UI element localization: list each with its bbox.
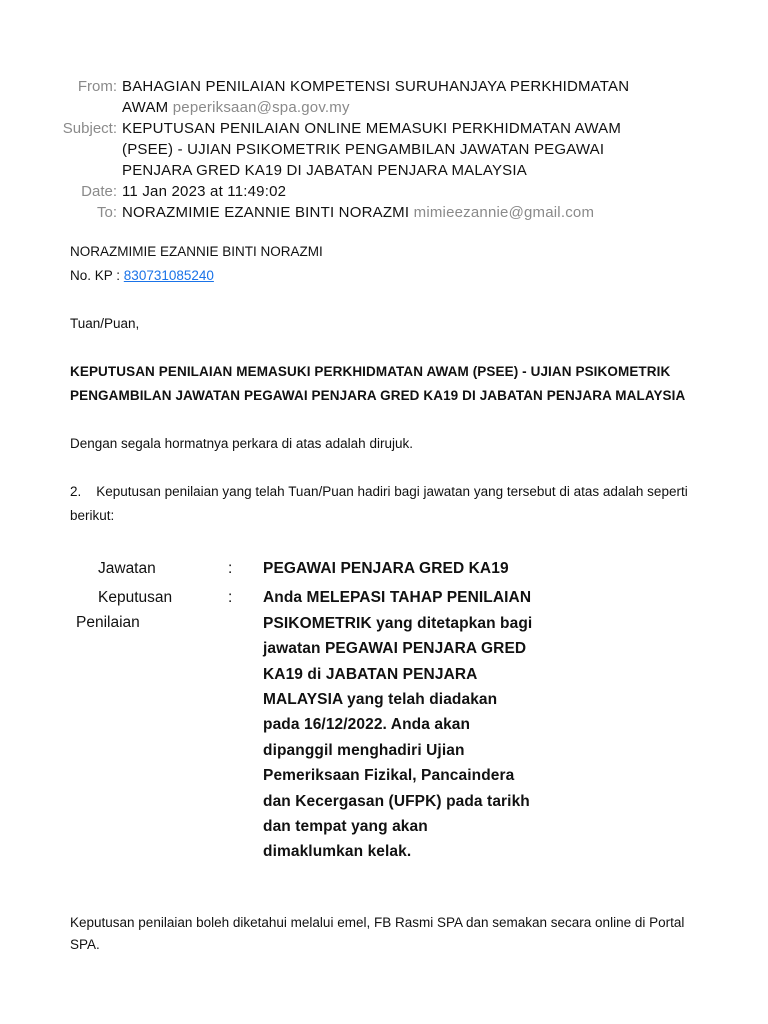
paragraph-2-number: 2.	[70, 484, 82, 499]
keputusan-line: dipanggil menghadiri Ujian	[263, 741, 465, 759]
letter-body	[70, 240, 690, 528]
subject-row	[0, 118, 768, 181]
result-table	[76, 556, 636, 865]
paragraph-2	[70, 480, 690, 528]
letter-title: KEPUTUSAN PENILAIAN MEMASUKI PERKHIDMATAN AWAM (PSEE) - UJIAN PSIKOMETRIK PENGAMBILAN JAWATAN PEGAWAI PENJARA GRED KA19 DI JABATAN PENJARA MALAYSIA	[70, 364, 686, 403]
keputusan-line: Anda MELEPASI TAHAP PENILAIAN	[263, 589, 532, 607]
from-row	[0, 76, 768, 118]
keputusan-line: pada 16/12/2022. Anda akan	[263, 716, 471, 734]
footer-paragraph: Keputusan penilaian boleh diketahui melalui emel, FB Rasmi SPA dan semakan secara online di Portal SPA.	[70, 915, 685, 952]
keputusan-line: Pemeriksaan Fizikal, Pancaindera	[263, 767, 515, 785]
from-value	[122, 76, 662, 118]
keputusan-line: MALAYSIA yang telah diadakan	[263, 691, 498, 709]
keputusan-line: dimaklumkan kelak.	[263, 843, 412, 861]
paragraph-2-text: Keputusan penilaian yang telah Tuan/Puan hadiri bagi jawatan yang tersebut di atas adalah seperti berikut:	[70, 484, 688, 523]
jawatan-label: Jawatan	[98, 560, 156, 577]
keputusan-line: PSIKOMETRIK yang ditetapkan bagi	[263, 614, 533, 632]
to-row	[0, 202, 768, 223]
subject-label: Subject:	[62, 120, 117, 137]
subject-value: KEPUTUSAN PENILAIAN ONLINE MEMASUKI PERKHIDMATAN AWAM (PSEE) - UJIAN PSIKOMETRIK PENGAMBILAN JAWATAN PEGAWAI PENJARA GRED KA19 DI JABATAN PENJARA MALAYSIA	[122, 120, 622, 179]
keputusan-label-line1: Keputusan	[98, 589, 173, 607]
to-email[interactable]: mimieezannie@gmail.com	[413, 204, 595, 221]
to-name: NORAZMIMIE EZANNIE BINTI NORAZMI	[122, 204, 410, 221]
to-label: To:	[96, 204, 117, 221]
date-value: 11 Jan 2023 at 11:49:02	[122, 183, 287, 200]
jawatan-row	[76, 556, 636, 581]
from-label: From:	[77, 78, 117, 95]
keputusan-row	[76, 585, 636, 864]
ic-line	[70, 264, 690, 288]
date-label: Date:	[81, 183, 117, 200]
keputusan-line: dan tempat yang akan	[263, 818, 428, 836]
ic-number-link[interactable]: 830731085240	[123, 268, 214, 283]
from-name: BAHAGIAN PENILAIAN KOMPETENSI SURUHANJAYA PERKHIDMATAN AWAM	[122, 78, 630, 116]
keputusan-line: jawatan PEGAWAI PENJARA GRED	[263, 640, 527, 658]
jawatan-value: PEGAWAI PENJARA GRED KA19	[263, 560, 509, 577]
jawatan-separator: :	[228, 560, 233, 577]
recipient-name: NORAZMIMIE EZANNIE BINTI NORAZMI	[70, 244, 323, 259]
ic-label: No. KP :	[70, 268, 121, 283]
keputusan-value	[263, 585, 573, 864]
intro-paragraph: Dengan segala hormatnya perkara di atas adalah dirujuk.	[70, 436, 413, 451]
email-header	[0, 76, 768, 223]
date-row	[0, 181, 768, 202]
to-value	[122, 202, 662, 223]
keputusan-line: dan Kecergasan (UFPK) pada tarikh	[263, 792, 530, 810]
keputusan-line: KA19 di JABATAN PENJARA	[263, 665, 478, 683]
salutation: Tuan/Puan,	[70, 316, 140, 331]
from-email[interactable]: peperiksaan@spa.gov.my	[172, 99, 350, 116]
keputusan-label-cell	[76, 585, 228, 864]
keputusan-separator: :	[228, 589, 233, 607]
jawatan-label-cell	[76, 556, 228, 581]
keputusan-label-line2: Penilaian	[76, 614, 140, 632]
